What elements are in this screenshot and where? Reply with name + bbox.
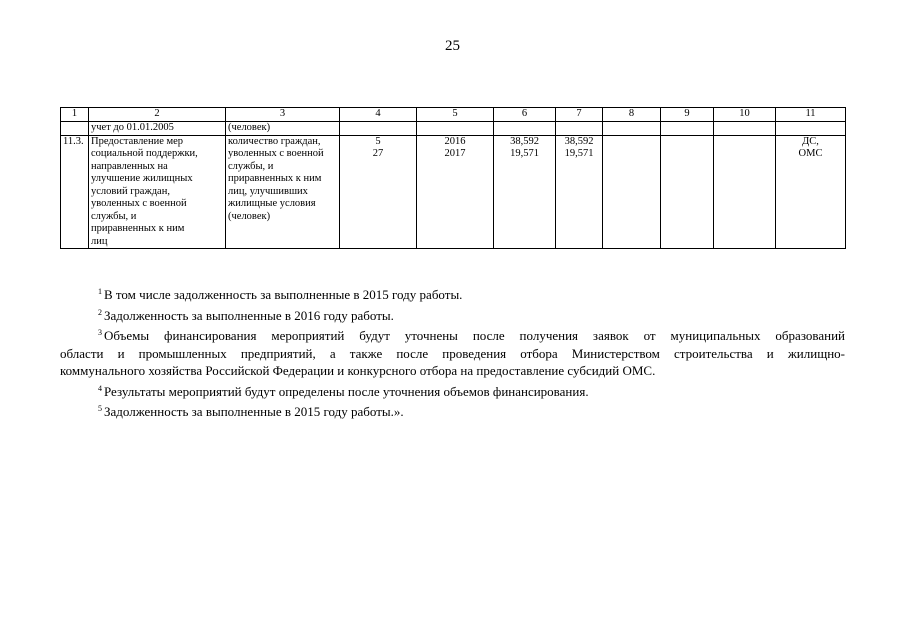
table-cell: учет до 01.01.2005 <box>89 122 226 136</box>
value-line: 38,592 <box>510 135 539 147</box>
text-line: приравненных к ним <box>91 223 185 234</box>
footnote-mark: 3 <box>98 328 102 337</box>
footnote-text: Задолженность за выполненные в 2016 году работы. <box>104 307 394 323</box>
header-cell: 3 <box>226 108 340 122</box>
executor <box>776 135 846 249</box>
text-line: направленных на <box>91 160 168 172</box>
funding-total <box>494 135 556 249</box>
footnote-text: Результаты мероприятий будут определены после уточнения объемов финансирования. <box>104 383 589 399</box>
table-cell <box>603 135 661 249</box>
table-cell <box>776 122 846 136</box>
footnote-mark: 5 <box>98 404 102 413</box>
text-line: приравненных к ним <box>228 173 322 184</box>
measure-name <box>89 135 226 249</box>
text-line: службы, и <box>228 160 274 172</box>
footnote-1 <box>60 283 845 304</box>
table-row-continuation <box>61 122 846 136</box>
footnote-3 <box>60 324 845 380</box>
value-line: 2016 <box>444 135 466 147</box>
value-line: 38,592 <box>564 135 594 147</box>
table-cell <box>556 122 603 136</box>
text-line: уволенных с военной <box>228 148 324 159</box>
row-number: 11.3. <box>61 135 89 249</box>
text-line: службы, и <box>91 210 137 222</box>
header-cell: 8 <box>603 108 661 122</box>
text-line: Предоставление мер <box>91 135 184 147</box>
text-line: (человек) <box>228 210 271 222</box>
header-cell: 9 <box>661 108 714 122</box>
table-cell <box>417 122 494 136</box>
page-number: 25 <box>445 38 460 54</box>
table-cell <box>661 135 714 249</box>
table-cell <box>714 135 776 249</box>
value-line: 2017 <box>444 148 466 159</box>
table-cell: (человек) <box>226 122 340 136</box>
header-cell: 1 <box>61 108 89 122</box>
value-line: 19,571 <box>510 148 539 159</box>
text-line: улучшение жилищных <box>91 173 193 184</box>
table-cell <box>340 122 417 136</box>
table-cell <box>714 122 776 136</box>
footnotes <box>60 283 845 421</box>
header-cell: 11 <box>776 108 846 122</box>
text-line: социальной поддержки, <box>91 148 198 159</box>
value-line: 5 <box>375 135 381 147</box>
table-row-11-3 <box>61 135 846 249</box>
header-cell: 10 <box>714 108 776 122</box>
header-cell: 2 <box>89 108 226 122</box>
header-cell: 4 <box>340 108 417 122</box>
year <box>417 135 494 249</box>
footnote-text: Задолженность за выполненные в 2015 году работы.». <box>104 404 404 419</box>
value-line: ДС, <box>802 135 819 147</box>
table-cell <box>603 122 661 136</box>
funding-source <box>556 135 603 249</box>
footnote-mark: 2 <box>98 307 102 317</box>
footnote-line <box>60 324 845 345</box>
header-cell: 5 <box>417 108 494 122</box>
indicator-value <box>340 135 417 249</box>
table-cell <box>61 122 89 136</box>
table-cell <box>661 122 714 136</box>
footnote-text: Объемы финансирования мероприятий будут уточнены после получения заявок от муниципальных образований <box>104 328 845 343</box>
footnote-4 <box>60 380 845 401</box>
table-header-row <box>61 108 846 122</box>
footnote-2 <box>60 304 845 325</box>
indicator-name <box>226 135 340 249</box>
value-line: ОМС <box>798 148 823 159</box>
program-table <box>60 107 846 249</box>
text-line: лиц <box>91 235 108 247</box>
value-line: 27 <box>372 148 384 159</box>
value-line: 19,571 <box>564 148 594 159</box>
text-line: лиц, улучшивших <box>228 185 308 197</box>
header-cell: 6 <box>494 108 556 122</box>
text-line: уволенных с военной <box>91 198 187 209</box>
footnote-5 <box>60 400 845 421</box>
table-cell <box>494 122 556 136</box>
footnote-line: области и промышленных предприятий, а также после проведения отбора Министерством строительства и жилищно- <box>60 345 845 361</box>
footnote-line: коммунального хозяйства Российской Федерации и конкурсного отбора на предоставление субсидий ОМС. <box>60 363 656 378</box>
text-line: количество граждан, <box>228 135 321 147</box>
header-cell: 7 <box>556 108 603 122</box>
text-line: жилищные условия <box>228 198 316 209</box>
text-line: условий граждан, <box>91 185 170 197</box>
footnote-mark: 4 <box>98 383 102 393</box>
footnote-mark: 1 <box>98 287 102 296</box>
footnote-text: В том числе задолженность за выполненные в 2015 году работы. <box>104 287 463 302</box>
